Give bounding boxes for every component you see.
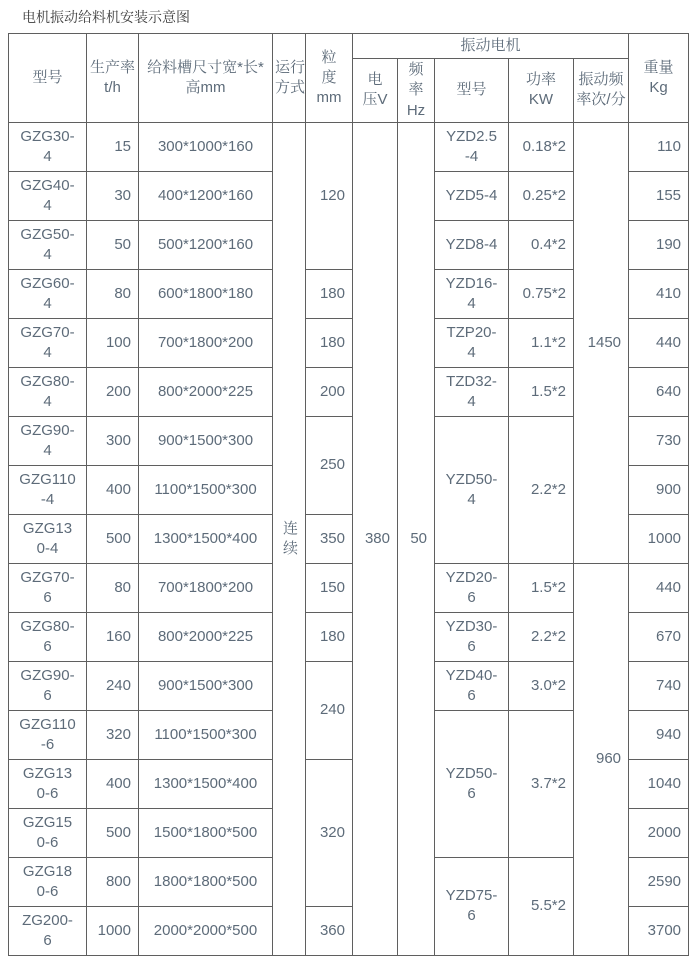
- cell-model: GZG70-4: [9, 318, 87, 367]
- cell-trough: 400*1200*160: [139, 171, 273, 220]
- cell-model: GZG150-6: [9, 808, 87, 857]
- cell-model: GZG80-4: [9, 367, 87, 416]
- cell-granularity: 350: [306, 514, 353, 563]
- cell-power: 5.5*2: [509, 857, 574, 955]
- cell-model: GZG70-6: [9, 563, 87, 612]
- cell-model: GZG110-6: [9, 710, 87, 759]
- cell-weight: 1000: [629, 514, 689, 563]
- cell-trough: 300*1000*160: [139, 122, 273, 171]
- cell-power: 3.0*2: [509, 661, 574, 710]
- cell-motor-model: YZD20-6: [435, 563, 509, 612]
- cell-weight: 190: [629, 220, 689, 269]
- cell-motor-model: TZD32-4: [435, 367, 509, 416]
- header-vibration-motor-group: 振动电机: [353, 34, 629, 59]
- cell-trough: 1300*1500*400: [139, 514, 273, 563]
- cell-rate: 15: [87, 122, 139, 171]
- header-weight: 重量Kg: [629, 34, 689, 123]
- cell-trough: 900*1500*300: [139, 661, 273, 710]
- cell-weight: 1040: [629, 759, 689, 808]
- cell-model: GZG180-6: [9, 857, 87, 906]
- cell-granularity: 360: [306, 906, 353, 955]
- cell-rate: 400: [87, 465, 139, 514]
- cell-rate: 320: [87, 710, 139, 759]
- cell-granularity: 180: [306, 612, 353, 661]
- cell-trough: 1300*1500*400: [139, 759, 273, 808]
- cell-motor-model: YZD40-6: [435, 661, 509, 710]
- cell-motor-model: YZD50-4: [435, 416, 509, 563]
- cell-granularity: 120: [306, 122, 353, 269]
- cell-power: 2.2*2: [509, 612, 574, 661]
- cell-trough: 600*1800*180: [139, 269, 273, 318]
- cell-model: GZG80-6: [9, 612, 87, 661]
- cell-granularity: 320: [306, 759, 353, 906]
- cell-rate: 160: [87, 612, 139, 661]
- cell-trough: 1100*1500*300: [139, 710, 273, 759]
- cell-granularity: 180: [306, 318, 353, 367]
- cell-model: GZG60-4: [9, 269, 87, 318]
- cell-rate: 500: [87, 808, 139, 857]
- cell-trough: 700*1800*200: [139, 563, 273, 612]
- cell-motor-model: YZD2.5-4: [435, 122, 509, 171]
- cell-weight: 670: [629, 612, 689, 661]
- cell-granularity: 240: [306, 661, 353, 759]
- cell-model: ZG200-6: [9, 906, 87, 955]
- cell-mode: 连续: [273, 122, 306, 955]
- cell-rate: 500: [87, 514, 139, 563]
- cell-weight: 900: [629, 465, 689, 514]
- cell-rate: 80: [87, 269, 139, 318]
- cell-weight: 155: [629, 171, 689, 220]
- cell-model: GZG30-4: [9, 122, 87, 171]
- header-motor-model: 型号: [435, 59, 509, 123]
- cell-model: GZG50-4: [9, 220, 87, 269]
- cell-weight: 410: [629, 269, 689, 318]
- cell-weight: 3700: [629, 906, 689, 955]
- cell-rate: 200: [87, 367, 139, 416]
- header-row-group: [9, 34, 689, 59]
- cell-trough: 800*2000*225: [139, 367, 273, 416]
- cell-weight: 640: [629, 367, 689, 416]
- page: [0, 8, 693, 956]
- page-title: 电机振动给料机安装示意图: [22, 9, 190, 25]
- cell-granularity: 250: [306, 416, 353, 514]
- cell-weight: 110: [629, 122, 689, 171]
- cell-vib-freq: 1450: [574, 122, 629, 563]
- cell-rate: 1000: [87, 906, 139, 955]
- spec-table: [8, 33, 689, 956]
- cell-motor-model: YZD30-6: [435, 612, 509, 661]
- cell-weight: 940: [629, 710, 689, 759]
- cell-granularity: 150: [306, 563, 353, 612]
- table-row: [9, 122, 689, 171]
- cell-rate: 50: [87, 220, 139, 269]
- cell-granularity: 200: [306, 367, 353, 416]
- header-model: 型号: [9, 34, 87, 123]
- cell-motor-model: YZD75-6: [435, 857, 509, 955]
- cell-power: 1.5*2: [509, 367, 574, 416]
- cell-trough: 1800*1800*500: [139, 857, 273, 906]
- cell-power: 0.25*2: [509, 171, 574, 220]
- cell-rate: 240: [87, 661, 139, 710]
- header-voltage: 电压V: [353, 59, 398, 123]
- cell-rate: 100: [87, 318, 139, 367]
- header-rate: 生产率t/h: [87, 34, 139, 123]
- cell-power: 1.1*2: [509, 318, 574, 367]
- cell-trough: 700*1800*200: [139, 318, 273, 367]
- cell-weight: 2000: [629, 808, 689, 857]
- cell-granularity: 180: [306, 269, 353, 318]
- header-run-mode: 运行方式: [273, 34, 306, 123]
- cell-voltage: 380: [353, 122, 398, 955]
- cell-rate: 400: [87, 759, 139, 808]
- header-trough-size: 给料槽尺寸宽*长*高mm: [139, 34, 273, 123]
- cell-weight: 730: [629, 416, 689, 465]
- cell-motor-model: TZP20-4: [435, 318, 509, 367]
- table-header: [9, 34, 689, 123]
- cell-power: 0.18*2: [509, 122, 574, 171]
- cell-model: GZG90-4: [9, 416, 87, 465]
- cell-trough: 1500*1800*500: [139, 808, 273, 857]
- cell-weight: 440: [629, 563, 689, 612]
- cell-weight: 440: [629, 318, 689, 367]
- cell-trough: 1100*1500*300: [139, 465, 273, 514]
- cell-model: GZG110-4: [9, 465, 87, 514]
- cell-trough: 900*1500*300: [139, 416, 273, 465]
- cell-model: GZG130-4: [9, 514, 87, 563]
- header-frequency: 频率Hz: [398, 59, 435, 123]
- cell-model: GZG130-6: [9, 759, 87, 808]
- cell-motor-model: YZD50-6: [435, 710, 509, 857]
- cell-freq: 50: [398, 122, 435, 955]
- cell-weight: 740: [629, 661, 689, 710]
- cell-motor-model: YZD8-4: [435, 220, 509, 269]
- cell-power: 3.7*2: [509, 710, 574, 857]
- header-granularity: 粒度mm: [306, 34, 353, 123]
- cell-model: GZG90-6: [9, 661, 87, 710]
- cell-rate: 300: [87, 416, 139, 465]
- spec-table-body: [9, 122, 689, 955]
- cell-power: 0.75*2: [509, 269, 574, 318]
- header-vibration-frequency: 振动频率次/分: [574, 59, 629, 123]
- table-row: [9, 563, 689, 612]
- cell-weight: 2590: [629, 857, 689, 906]
- cell-vib-freq: 960: [574, 563, 629, 955]
- cell-power: 0.4*2: [509, 220, 574, 269]
- header-power: 功率KW: [509, 59, 574, 123]
- cell-motor-model: YZD16-4: [435, 269, 509, 318]
- cell-rate: 80: [87, 563, 139, 612]
- cell-model: GZG40-4: [9, 171, 87, 220]
- cell-motor-model: YZD5-4: [435, 171, 509, 220]
- cell-rate: 30: [87, 171, 139, 220]
- cell-power: 2.2*2: [509, 416, 574, 563]
- cell-power: 1.5*2: [509, 563, 574, 612]
- cell-trough: 800*2000*225: [139, 612, 273, 661]
- cell-trough: 500*1200*160: [139, 220, 273, 269]
- cell-rate: 800: [87, 857, 139, 906]
- cell-trough: 2000*2000*500: [139, 906, 273, 955]
